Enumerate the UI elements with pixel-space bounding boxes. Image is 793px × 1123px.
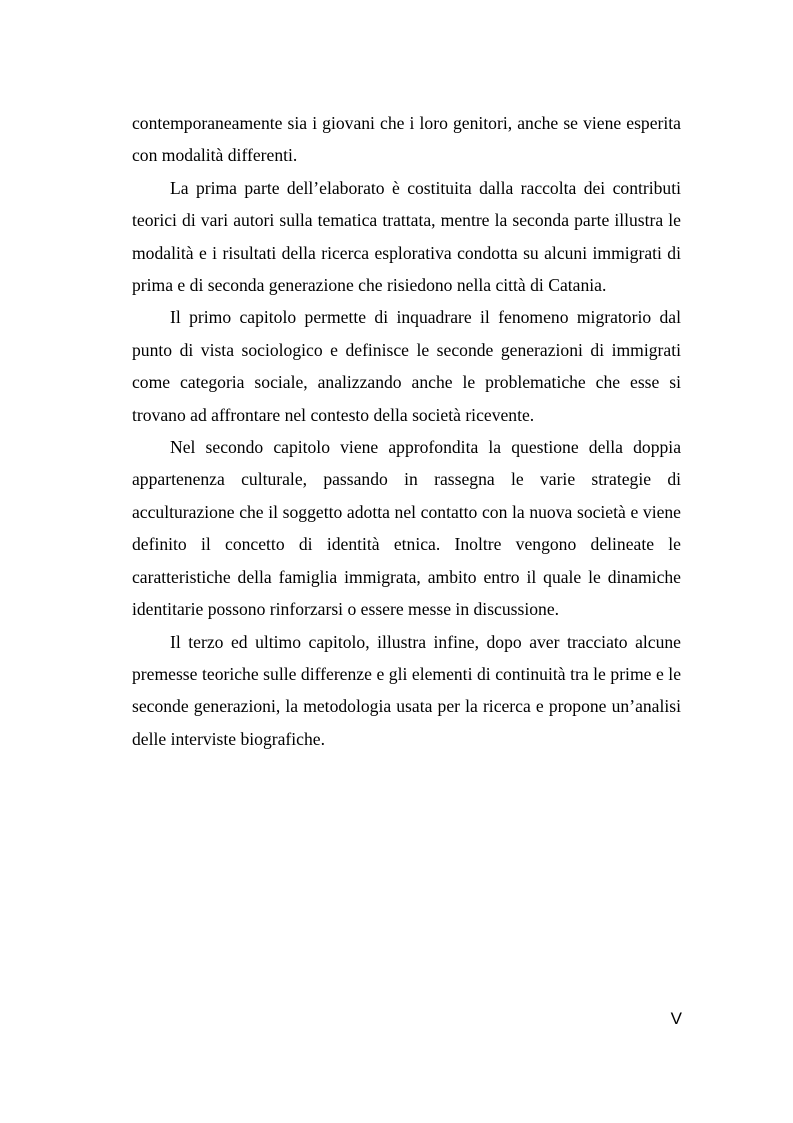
paragraph-chapter-two: Nel secondo capitolo viene approfondita la questione della doppia appartenenza culturale, passando in rassegna le varie strategie di acculturazione che il soggetto adotta nel contatto con la nuova società e viene definito il concetto di identità etnica. Inoltre vengono delineate le caratteristiche della famiglia immigrata, ambito entro il quale le dinamiche identitarie possono rinforzarsi o essere messe in discussione.: [132, 437, 681, 620]
paragraph-chapter-one: Il primo capitolo permette di inquadrare il fenomeno migratorio dal punto di vista sociologico e definisce le seconde generazioni di immigrati come categoria sociale, analizzando anche le problematiche che esse si trovano ad affrontare nel contesto della società ricevente.: [132, 307, 681, 425]
paragraph-continuation: contemporaneamente sia i giovani che i loro genitori, anche se viene esperita con modalità differenti.: [132, 113, 681, 166]
body-text: [132, 107, 681, 755]
paragraph-chapter-three: Il terzo ed ultimo capitolo, illustra infine, dopo aver tracciato alcune premesse teoriche sulle differenze e gli elementi di continuità tra le prime e le seconde generazioni, la metodologia usata per la ricerca e propone un’analisi delle interviste biografiche.: [132, 631, 681, 749]
paragraph-structure: La prima parte dell’elaborato è costituita dalla raccolta dei contributi teorici di vari autori sulla tematica trattata, mentre la seconda parte illustra le modalità e i risultati della ricerca esplorativa condotta su alcuni immigrati di prima e di seconda generazione che risiedono nella città di Catania.: [132, 177, 681, 296]
page-number: V: [670, 1009, 682, 1028]
